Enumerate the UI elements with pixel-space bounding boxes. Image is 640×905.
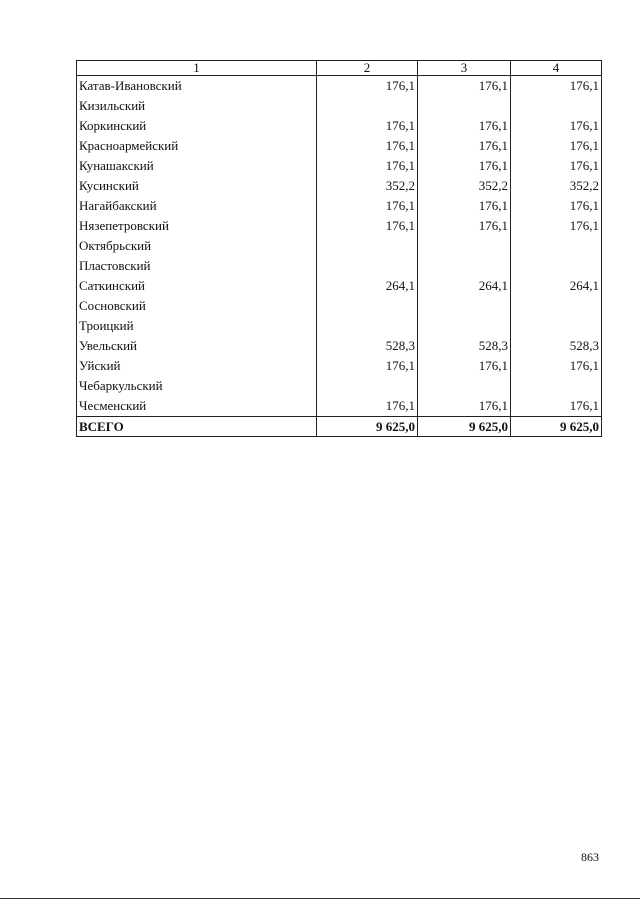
value-cell: 176,1 [418,76,511,97]
value-cell: 176,1 [511,136,602,156]
district-name-cell: Чесменский [77,396,317,417]
footer-rule [0,898,640,899]
table-row [77,216,602,236]
district-name-cell: Троицкий [77,316,317,336]
value-cell [317,256,418,276]
district-name-cell: Кусинский [77,176,317,196]
value-cell [317,96,418,116]
district-name-cell: Пластовский [77,256,317,276]
value-cell [317,236,418,256]
district-name-cell: Кунашакский [77,156,317,176]
column-number-row [77,61,602,76]
value-cell: 176,1 [511,116,602,136]
total-label: ВСЕГО [77,417,317,437]
value-cell [511,316,602,336]
value-cell: 176,1 [418,356,511,376]
value-cell [418,316,511,336]
table-row [77,256,602,276]
value-cell: 176,1 [511,196,602,216]
value-cell: 176,1 [317,216,418,236]
value-cell: 176,1 [511,76,602,97]
column-header: 4 [511,61,602,76]
value-cell [511,296,602,316]
table-row [77,316,602,336]
column-header: 2 [317,61,418,76]
value-cell: 176,1 [317,396,418,417]
value-cell: 176,1 [418,136,511,156]
district-name-cell: Октябрьский [77,236,317,256]
value-cell [418,256,511,276]
value-cell: 176,1 [317,76,418,97]
column-header: 1 [77,61,317,76]
value-cell [418,96,511,116]
value-cell: 352,2 [511,176,602,196]
table-row [77,276,602,296]
table-row [77,156,602,176]
value-cell: 176,1 [317,156,418,176]
value-cell: 176,1 [317,196,418,216]
value-cell: 176,1 [511,156,602,176]
value-cell [511,96,602,116]
value-cell: 352,2 [418,176,511,196]
table-row [77,196,602,216]
table-row [77,356,602,376]
value-cell [317,316,418,336]
table-row [77,76,602,97]
allocation-table [76,60,602,437]
district-name-cell: Нязепетровский [77,216,317,236]
total-value: 9 625,0 [317,417,418,437]
value-cell [418,376,511,396]
table-row [77,376,602,396]
table-row [77,296,602,316]
value-cell [511,376,602,396]
district-name-cell: Чебаркульский [77,376,317,396]
district-name-cell: Кизильский [77,96,317,116]
value-cell: 176,1 [511,356,602,376]
value-cell: 176,1 [511,396,602,417]
value-cell: 352,2 [317,176,418,196]
value-cell [418,236,511,256]
value-cell: 528,3 [418,336,511,356]
value-cell: 176,1 [418,396,511,417]
district-name-cell: Коркинский [77,116,317,136]
district-name-cell: Сосновский [77,296,317,316]
value-cell: 264,1 [317,276,418,296]
table-row [77,116,602,136]
value-cell: 176,1 [418,116,511,136]
value-cell: 528,3 [317,336,418,356]
district-name-cell: Саткинский [77,276,317,296]
table-row [77,396,602,417]
value-cell [418,296,511,316]
total-value: 9 625,0 [511,417,602,437]
value-cell: 176,1 [317,116,418,136]
table-row [77,336,602,356]
value-cell: 176,1 [511,216,602,236]
value-cell [317,376,418,396]
value-cell: 176,1 [317,356,418,376]
value-cell: 264,1 [418,276,511,296]
value-cell: 528,3 [511,336,602,356]
district-name-cell: Красноармейский [77,136,317,156]
value-cell [317,296,418,316]
page-number: 863 [581,850,599,864]
district-name-cell: Нагайбакский [77,196,317,216]
value-cell: 176,1 [418,216,511,236]
value-cell: 264,1 [511,276,602,296]
table-row [77,96,602,116]
district-name-cell: Катав-Ивановский [77,76,317,97]
value-cell [511,256,602,276]
total-value: 9 625,0 [418,417,511,437]
value-cell: 176,1 [317,136,418,156]
table-body [77,76,602,417]
district-name-cell: Увельский [77,336,317,356]
column-header: 3 [418,61,511,76]
value-cell [511,236,602,256]
total-row [77,417,602,437]
value-cell: 176,1 [418,156,511,176]
table-row [77,236,602,256]
table-row [77,176,602,196]
district-name-cell: Уйский [77,356,317,376]
value-cell: 176,1 [418,196,511,216]
table-row [77,136,602,156]
